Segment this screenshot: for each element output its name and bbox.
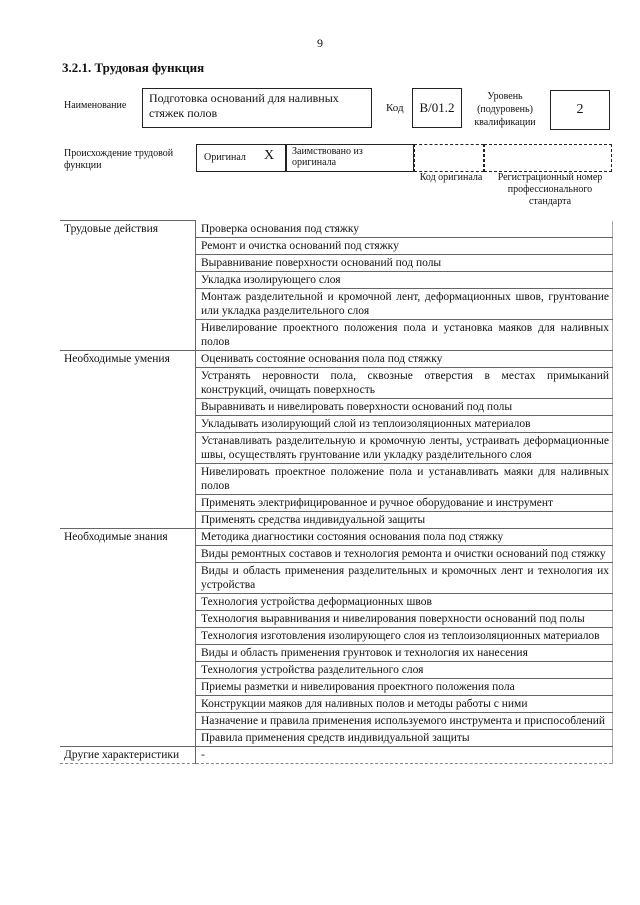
list-item: Виды и область применения грунтовок и технология их нанесения: [196, 644, 613, 661]
section-title: 3.2.1. Трудовая функция: [62, 60, 205, 75]
list-item: Виды и область применения разделительных и кромочных лент и технология их устройства: [196, 562, 613, 593]
list-item: Виды ремонтных составов и технология ремонта и очистки оснований под стяжку: [196, 545, 613, 562]
list-item: Выравнивать и нивелировать поверхности оснований под полы: [196, 398, 613, 415]
code-original-caption: Код оригинала: [419, 172, 483, 183]
table-row: [60, 350, 613, 367]
list-item: Укладка изолирующего слоя: [196, 271, 613, 288]
table-row: [60, 528, 613, 545]
code-label: Код: [386, 102, 404, 114]
table-row: [60, 746, 613, 763]
other-label: Другие характеристики: [60, 746, 196, 763]
origin-label: Происхождение трудовой функции: [64, 148, 174, 171]
reg-number-caption: Регистрационный номер профессионального стандарта: [497, 172, 603, 207]
table-row: [60, 221, 613, 238]
list-item: Укладывать изолирующий слой из теплоизоляционных материалов: [196, 415, 613, 432]
qualification-level-label: Уровень (подуровень) квалификации: [474, 91, 536, 128]
list-item: Применять электрифицированное и ручное оборудование и инструмент: [196, 494, 613, 511]
list-item: Назначение и правила применения используемого инструмента и приспособлений: [196, 712, 613, 729]
list-item: Устанавливать разделительную и кромочную ленты, устраивать деформационные швы, осуществлять грунтование или укладку разделительного слоя: [196, 432, 613, 463]
list-item: Технология устройства деформационных швов: [196, 593, 613, 610]
list-item: Технология изготовления изолирующего слоя из теплоизоляционных материалов: [196, 627, 613, 644]
list-item: Выравнивание поверхности оснований под полы: [196, 254, 613, 271]
page-number: 9: [317, 36, 323, 50]
list-item: Правила применения средств индивидуальной защиты: [196, 729, 613, 746]
reg-number-box: [484, 144, 612, 172]
skills-label: Необходимые умения: [60, 350, 196, 528]
function-name-box: Подготовка оснований для наливных стяжек полов: [142, 88, 372, 128]
function-table: [60, 220, 613, 764]
list-item: Проверка основания под стяжку: [196, 221, 613, 238]
list-item: Применять средства индивидуальной защиты: [196, 511, 613, 528]
name-label: Наименование: [64, 100, 127, 111]
code-box: В/01.2: [412, 88, 462, 128]
list-item: Нивелирование проектного положения пола и установка маяков для наливных полов: [196, 319, 613, 350]
list-item: Технология устройства разделительного слоя: [196, 661, 613, 678]
other-value: -: [196, 746, 613, 763]
qualification-level-box: 2: [550, 90, 610, 130]
actions-label: Трудовые действия: [60, 221, 196, 351]
list-item: Методика диагностики состояния основания пола под стяжку: [196, 528, 613, 545]
code-original-box: [414, 144, 484, 172]
list-item: Устранять неровности пола, сквозные отверстия в местах примыканий конструкций, очищать поверхность: [196, 367, 613, 398]
list-item: Ремонт и очистка оснований под стяжку: [196, 237, 613, 254]
borrowed-label: Заимствовано из оригинала: [292, 146, 363, 168]
list-item: Монтаж разделительной и кромочной лент, деформационных швов, грунтование или укладка разделительного слоя: [196, 288, 613, 319]
list-item: Оценивать состояние основания пола под стяжку: [196, 350, 613, 367]
list-item: Конструкции маяков для наливных полов и методы работы с ними: [196, 695, 613, 712]
list-item: Приемы разметки и нивелирования проектного положения пола: [196, 678, 613, 695]
list-item: Технология выравнивания и нивелирования поверхности оснований под полы: [196, 610, 613, 627]
original-mark: X: [264, 148, 275, 163]
list-item: Нивелировать проектное положение пола и устанавливать маяки для наливных полов: [196, 463, 613, 494]
original-label: Оригинал: [204, 152, 246, 163]
knowledge-label: Необходимые знания: [60, 528, 196, 746]
